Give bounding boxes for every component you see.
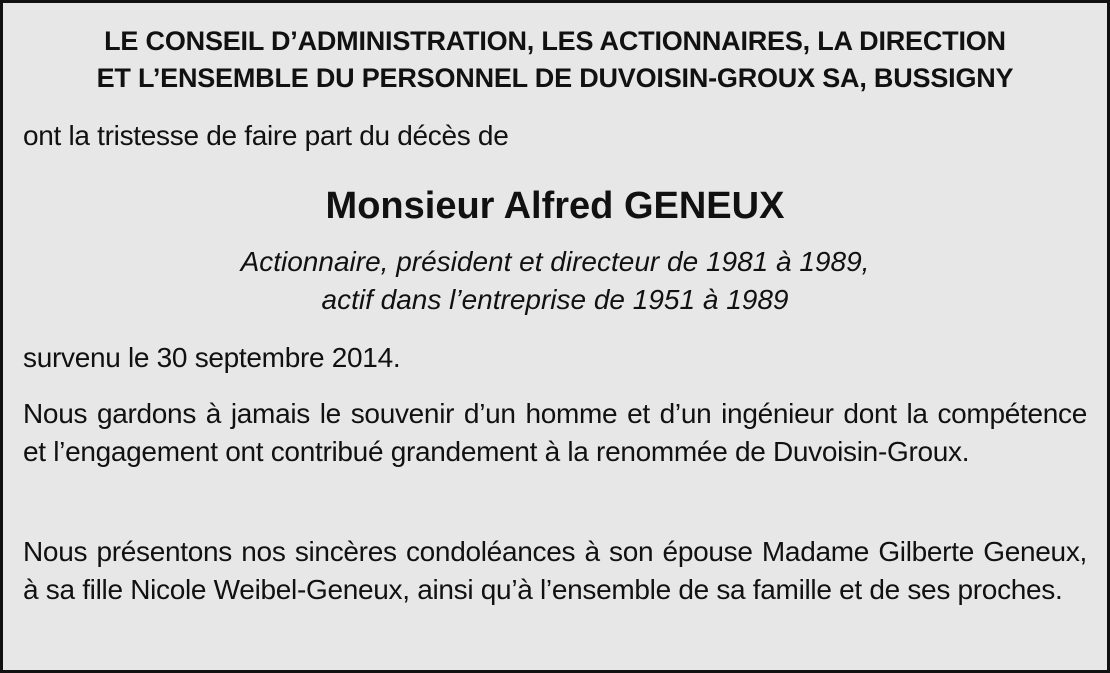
header-line-2: ET L’ENSEMBLE DU PERSONNEL DE DUVOISIN-GROUX SA, BUSSIGNY bbox=[96, 63, 1014, 93]
condolences-paragraph: Nous présentons nos sincères condoléances à son épouse Madame Gilberte Geneux, à sa fille Nicole Weibel-Geneux, ainsi qu’à l’ensemble de sa famille et de ses proches. bbox=[23, 536, 1087, 605]
notice-header bbox=[3, 23, 1107, 97]
date-of-death: survenu le 30 septembre 2014. bbox=[23, 342, 401, 373]
deceased-role bbox=[3, 243, 1107, 319]
header-line-1: LE CONSEIL D’ADMINISTRATION, LES ACTIONNAIRES, LA DIRECTION bbox=[104, 26, 1006, 56]
role-line-2: actif dans l’entreprise de 1951 à 1989 bbox=[321, 284, 789, 315]
role-line-1: Actionnaire, président et directeur de 1981 à 1989, bbox=[240, 246, 870, 277]
tribute-paragraph: Nous gardons à jamais le souvenir d’un homme et d’un ingénieur dont la compétence et l’engagement ont contribué grandement à la renommée de Duvoisin-Groux. bbox=[23, 398, 1087, 467]
intro-text: ont la tristesse de faire part du décès de bbox=[23, 120, 509, 151]
deceased-name: Monsieur Alfred GENEUX bbox=[325, 185, 785, 227]
